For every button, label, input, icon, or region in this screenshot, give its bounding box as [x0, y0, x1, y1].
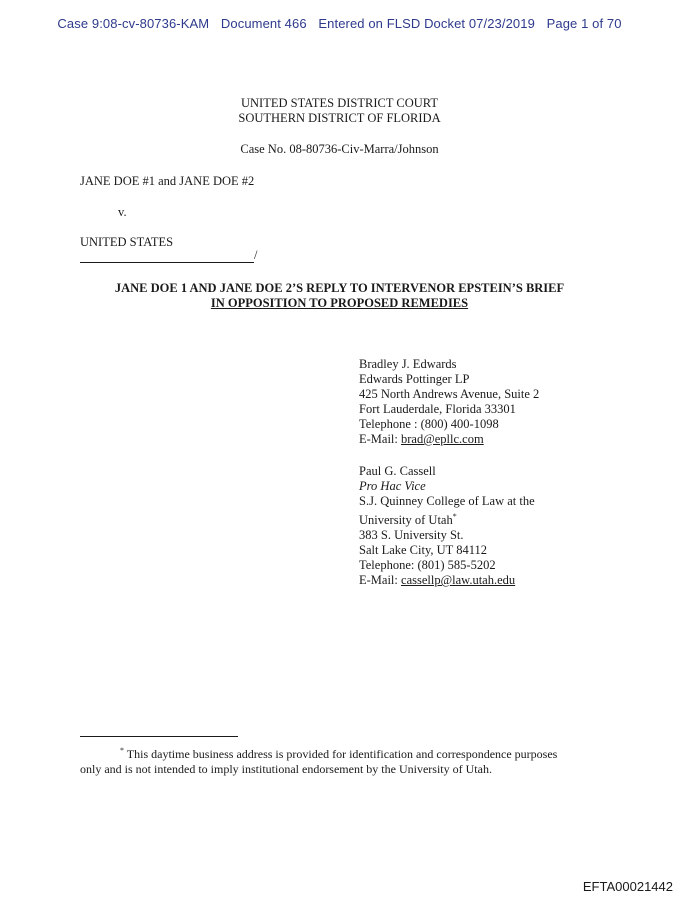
bates-number: EFTA00021442	[582, 879, 673, 894]
footnote	[80, 743, 610, 777]
document-title-line-2-wrap	[0, 296, 679, 311]
counsel-name: Bradley J. Edwards	[359, 357, 457, 371]
email-label: E-Mail:	[359, 573, 402, 588]
footnote-line-2: only and is not intended to imply institutional endorsement by the University of Utah.	[80, 762, 492, 776]
email-link[interactable]: brad@epllc.com	[401, 432, 484, 446]
email-link[interactable]: cassellp@law.utah.edu	[401, 573, 516, 588]
counsel-address-line-2: Salt Lake City, UT 84112	[359, 543, 487, 558]
counsel-firm: Edwards Pottinger LP	[359, 372, 470, 386]
counsel-email-row	[359, 432, 539, 447]
footnote-mark: *	[120, 746, 124, 755]
counsel-block-cassell	[359, 464, 535, 588]
defendant: UNITED STATES	[80, 235, 174, 249]
counsel-role: Pro Hac Vice	[359, 479, 426, 493]
email-label: E-Mail:	[359, 432, 402, 446]
docket-entered-date: Entered on FLSD Docket 07/23/2019	[318, 16, 535, 31]
court-name: UNITED STATES DISTRICT COURT	[241, 96, 438, 110]
caption-rule	[80, 262, 254, 263]
counsel-address-line-1: 425 North Andrews Avenue, Suite 2	[359, 387, 540, 401]
counsel-telephone: Telephone : (800) 400-1098	[359, 417, 499, 431]
case-number: Case No. 08-80736-Civ-Marra/Johnson	[240, 142, 439, 156]
docket-header	[0, 16, 679, 31]
versus: v.	[118, 205, 127, 219]
footnote-line-1	[80, 743, 610, 762]
document-title-line-2: IN OPPOSITION TO PROPOSED REMEDIES	[210, 296, 469, 310]
footnote-reference-mark: *	[452, 512, 457, 521]
counsel-telephone: Telephone: (801) 585-5202	[359, 558, 496, 573]
docket-document-number: Document 466	[220, 16, 307, 31]
caption-slash: /	[254, 248, 258, 262]
footnote-text-1: This daytime business address is provided for identification and correspondence purposes	[124, 747, 558, 761]
plaintiffs: JANE DOE #1 and JANE DOE #2	[80, 174, 255, 188]
counsel-name: Paul G. Cassell	[359, 464, 436, 478]
footnote-separator	[80, 736, 238, 737]
document-title-line-1: JANE DOE 1 AND JANE DOE 2’S REPLY TO INTERVENOR EPSTEIN’S BRIEF	[114, 281, 565, 295]
school-name: University of Utah	[359, 513, 453, 528]
counsel-address-line-1: 383 S. University St.	[359, 528, 464, 543]
docket-page-number: Page 1 of 70	[546, 16, 622, 31]
counsel-school-line-1: S.J. Quinney College of Law at the	[359, 494, 535, 508]
counsel-block-edwards	[359, 357, 539, 447]
counsel-email-row	[359, 573, 535, 588]
court-district: SOUTHERN DISTRICT OF FLORIDA	[238, 111, 441, 125]
docket-case-number: Case 9:08-cv-80736-KAM	[57, 16, 210, 31]
counsel-school-line-2	[359, 509, 535, 528]
counsel-address-line-2: Fort Lauderdale, Florida 33301	[359, 402, 516, 416]
